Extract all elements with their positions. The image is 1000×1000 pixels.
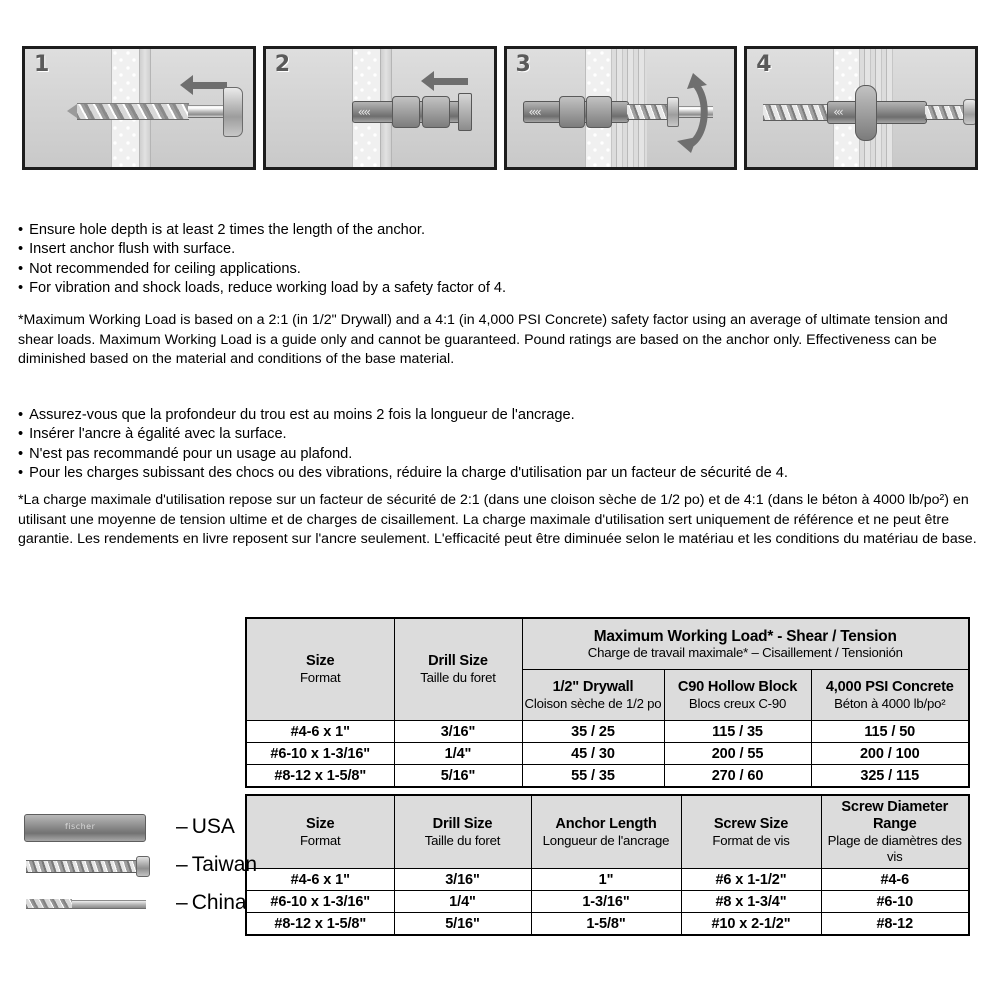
drill-bit-tip-icon (67, 104, 77, 118)
table-row (246, 869, 969, 891)
anchor-icon (24, 814, 146, 842)
table-row (246, 721, 969, 743)
drill-bit-product-image (18, 886, 170, 920)
anchor-product-image (18, 810, 170, 844)
instruction-bullet: • Pour les charges subissant des chocs ou des vibrations, réduire la charge d'utilisation par un facteur de sécurité de 4. (18, 464, 978, 483)
cell-size: #6-10 x 1-3/16" (246, 743, 394, 765)
cell-screw-size: #8 x 1-3/4" (681, 891, 821, 913)
cell-hollow-block: 270 / 60 (664, 765, 811, 788)
drill-bit-shank-icon (188, 105, 226, 118)
anchor-chevrons-icon: ‹‹‹‹ (357, 105, 369, 119)
instruction-bullet: • Insérer l'ancre à égalité avec la surface. (18, 425, 978, 444)
step-panel-3 (504, 46, 738, 170)
instruction-bullet: • For vibration and shock loads, reduce working load by a safety factor of 4. (18, 279, 978, 298)
anchor-fin-icon (392, 96, 420, 128)
legend-country: China (191, 891, 247, 914)
legend-dash: – (176, 853, 188, 876)
drill-chuck-icon (223, 87, 243, 137)
french-footnote: *La charge maximale d'utilisation repose sur un facteur de sécurité de 2:1 (dans une cloison sèche de 1/2 po) et de 4:1 (dans le béton à 4000 lb/po²) en utilisant une moyenne de tension ultime et de charges de cisaillement. La charge maximale d'utilisation sert uniquement de référence et ne peut être garantie. Les rendements en livre reposent sur l'ancre seulement. L'efficacité peut être diminuée selon le matériau et les conditions du matériau de base. (18, 492, 977, 548)
cell-screw-size: #6 x 1-1/2" (681, 869, 821, 891)
cell-screw-diameter-range: #6-10 (821, 891, 969, 913)
instruction-bullet: • Not recommended for ceiling applications. (18, 260, 978, 279)
anchor-fin-icon (586, 96, 612, 128)
cell-anchor-length: 1-5/8" (531, 913, 681, 936)
header-cell-size: Size Format (246, 795, 394, 869)
instruction-bullet: • N'est pas recommandé pour un usage au plafond. (18, 445, 978, 464)
anchor-fin-icon (422, 96, 450, 128)
direction-arrow-icon (421, 71, 468, 91)
maximum-working-load-table (245, 617, 970, 788)
cell-hollow-block: 200 / 55 (664, 743, 811, 765)
cell-drill-size: 5/16" (394, 913, 531, 936)
anchor-body-icon (827, 101, 927, 124)
step-number-2: 2 (274, 52, 291, 77)
cell-anchor-length: 1" (531, 869, 681, 891)
anchor-chevrons-icon: ‹‹‹ (833, 105, 842, 119)
direction-arrow-icon (180, 75, 227, 95)
cell-size: #8-12 x 1-5/8" (246, 765, 394, 788)
legend-country: Taiwan (191, 853, 258, 876)
header-cell-screw-diameter-range: Screw Diameter Range Plage de diamètres des vis (821, 795, 969, 869)
step-panel-2 (263, 46, 497, 170)
legend-label-usa (176, 815, 235, 839)
cell-drywall: 45 / 30 (522, 743, 664, 765)
cell-size: #4-6 x 1" (246, 721, 394, 743)
cell-drill-size: 1/4" (394, 891, 531, 913)
english-instruction-bullets (18, 221, 978, 299)
step-number-3: 3 (515, 52, 531, 77)
table-row (246, 743, 969, 765)
step-number-4: 4 (756, 52, 772, 77)
cell-size: #6-10 x 1-3/16" (246, 891, 394, 913)
cell-drill-size: 3/16" (394, 721, 522, 743)
cell-screw-diameter-range: #4-6 (821, 869, 969, 891)
header-cell-size: Size Format (246, 618, 394, 721)
cell-concrete: 115 / 50 (811, 721, 969, 743)
step-number-1: 1 (34, 52, 50, 77)
table-header-row (246, 795, 969, 869)
cell-drywall: 35 / 25 (522, 721, 664, 743)
cell-screw-diameter-range: #8-12 (821, 913, 969, 936)
anchor-collar-icon (458, 93, 472, 131)
header-cell-drywall: 1/2" Drywall Cloison sèche de 1/2 po (522, 670, 664, 721)
anchor-fin-icon (559, 96, 585, 128)
cell-drill-size: 1/4" (394, 743, 522, 765)
cell-size: #8-12 x 1-5/8" (246, 913, 394, 936)
installation-steps-strip (22, 46, 978, 170)
header-cell-group-max-load: Maximum Working Load* - Shear / Tension Charge de travail maximale* – Cisaillement / Tensionión (522, 618, 969, 670)
step-panel-1 (22, 46, 256, 170)
step-panel-4 (744, 46, 978, 170)
rotation-arrow-icon (659, 69, 711, 157)
legend-label-taiwan (176, 853, 257, 877)
country-of-origin-legend (18, 808, 258, 922)
screw-head-icon (963, 99, 977, 125)
legend-label-china (176, 891, 247, 915)
header-cell-drill-size: Drill Size Taille du foret (394, 795, 531, 869)
anchor-fin-icon (855, 85, 877, 141)
header-cell-drill-size: Drill Size Taille du foret (394, 618, 522, 721)
screw-head-icon (136, 856, 150, 877)
cell-drywall: 55 / 35 (522, 765, 664, 788)
header-cell-concrete: 4,000 PSI Concrete Béton à 4000 lb/po² (811, 670, 969, 721)
header-cell-hollow-block: C90 Hollow Block Blocs creux C-90 (664, 670, 811, 721)
table-row (246, 891, 969, 913)
table-row (246, 765, 969, 788)
legend-row-anchor (18, 808, 243, 846)
cell-screw-size: #10 x 2-1/2" (681, 913, 821, 936)
cell-drill-size: 3/16" (394, 869, 531, 891)
anchor-chevrons-icon: ‹‹‹‹ (528, 105, 540, 119)
anchor-brand-label: fischer (65, 822, 96, 831)
table-header-row-group (246, 618, 969, 670)
legend-row-screw (18, 846, 258, 884)
drill-bit-flute-icon (26, 899, 72, 908)
english-footnote: *Maximum Working Load is based on a 2:1 (in 1/2" Drywall) and a 4:1 (in 4,000 PSI Concrete) safety factor using an average of ultimate tension and shear loads. Maximum Working Load is a guide only and cannot be guaranteed. Pound ratings are based on the anchor only. Effectiveness can be diminished based on the material and conditions of the base material. (18, 312, 948, 368)
screw-product-image (18, 848, 170, 882)
header-cell-screw-size: Screw Size Format de vis (681, 795, 821, 869)
cell-drill-size: 5/16" (394, 765, 522, 788)
cell-hollow-block: 115 / 35 (664, 721, 811, 743)
cell-concrete: 200 / 100 (811, 743, 969, 765)
cell-anchor-length: 1-3/16" (531, 891, 681, 913)
legend-row-drill-bit (18, 884, 247, 922)
legend-country: USA (191, 815, 235, 838)
anchor-dimension-table (245, 794, 970, 936)
screw-thread-icon (763, 104, 833, 121)
header-cell-anchor-length: Anchor Length Longueur de l'ancrage (531, 795, 681, 869)
table-row (246, 913, 969, 936)
instruction-bullet: • Insert anchor flush with surface. (18, 240, 978, 259)
cell-concrete: 325 / 115 (811, 765, 969, 788)
instruction-bullet: • Ensure hole depth is at least 2 times the length of the anchor. (18, 221, 978, 240)
legend-dash: – (176, 815, 188, 838)
instruction-bullet: • Assurez-vous que la profondeur du trou est au moins 2 fois la longueur de l'ancrage. (18, 406, 978, 425)
legend-dash: – (176, 891, 188, 914)
screw-icon (26, 860, 138, 873)
cell-size: #4-6 x 1" (246, 869, 394, 891)
drill-bit-flute-icon (77, 103, 189, 120)
french-instruction-bullets (18, 406, 978, 484)
